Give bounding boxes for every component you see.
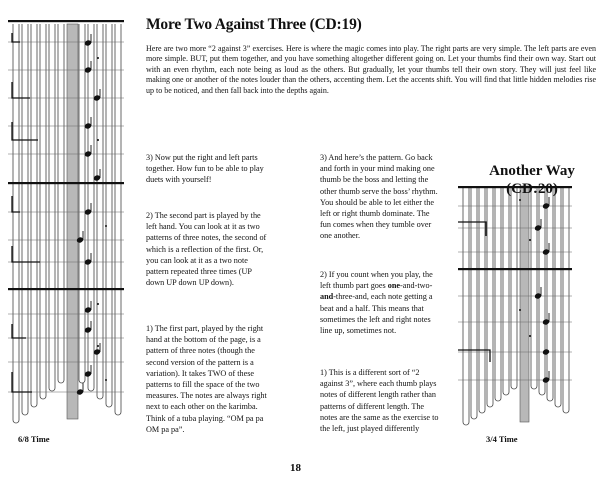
rest-dot: [529, 335, 531, 337]
rest-dot: [519, 309, 521, 311]
tine: [479, 186, 485, 413]
tine: [531, 186, 537, 389]
tine: [495, 186, 501, 401]
col1-step-3: 3) Now put the right and left parts together. How fun to be able to play duets with yourself!: [146, 153, 264, 185]
col1-step-2: 2) The second part is played by the left hand. You can look at it as two patterns of three notes, the second of which is a reflection of the first. Or, you can look at it as a two note pattern repeated three times (UP down UP down UP down).: [146, 211, 267, 288]
tine: [471, 186, 477, 419]
tine: [539, 186, 545, 395]
left-time-label: 6/8 Time: [18, 434, 50, 444]
measure-bar: [458, 268, 572, 270]
note-head: [542, 348, 550, 355]
note-head: [534, 219, 542, 232]
page-title: More Two Against Three (CD:19): [146, 16, 362, 33]
rest-dot: [529, 239, 531, 241]
left-hand-bracket: [458, 222, 486, 236]
right-time-label: 3/4 Time: [486, 434, 518, 444]
note-head: [542, 243, 550, 256]
tine: [503, 186, 509, 395]
note-head: [534, 287, 542, 300]
note-head: [542, 371, 550, 384]
page-number: 18: [290, 462, 301, 474]
col1-step-1: 1) The first part, played by the right hand at the bottom of the page, is a pattern of three notes (though the second version of the pattern is a variation). It takes TWO of these patterns to fill the space of the two measures. The notes are always right next to each other on the karimba. Think of a tuba playing. “OM pa pa OM pa pa”.: [146, 324, 267, 434]
tine: [487, 186, 493, 407]
tine: [547, 186, 553, 401]
note-head: [542, 313, 550, 326]
col2-step-1: 1) This is a different sort of “2 against 3”, where each thumb plays notes of different length rather than patterns of different length. The notes are the same as the exercise to the left, just played differently: [320, 368, 439, 434]
col2-step-3: 3) And here’s the pattern. Go back and forth in your mind making one thumb be the boss and letting the other thumb serve the boss’ rhythm. You should be able to let either the left or right thumb dominate. The fun comes when they tumble over one another.: [320, 153, 438, 241]
tine: [511, 186, 517, 389]
intro-paragraph: Here are two more “2 against 3” exercises. Here is where the magic comes into play. The right parts are very simple. The left parts are even more simple. BUT, put them together, and you have something altogether different going on. Let your thumbs find their own way. Start out with an even rhythm, each note being as loud as the others. But gradually, let your thumbs tell their own story. They will just feel like making one or another of the notes louder than the others, accenting them. Let the accents shift. You will find that little hidden melodies rise up to be noticed, and then fall back into the depths again.: [146, 44, 596, 95]
rest-dot: [519, 199, 521, 201]
another-way-title: Another Way (CD:20): [489, 163, 575, 197]
tine: [563, 186, 569, 413]
note-head: [542, 197, 550, 210]
tine: [555, 186, 561, 407]
col2-step-2: 2) If you count when you play, the left thumb part goes one-and-two-and-three-and, each note getting a beat and a half. This means that sometimes the left and right notes line up, sometimes not.: [320, 270, 433, 336]
